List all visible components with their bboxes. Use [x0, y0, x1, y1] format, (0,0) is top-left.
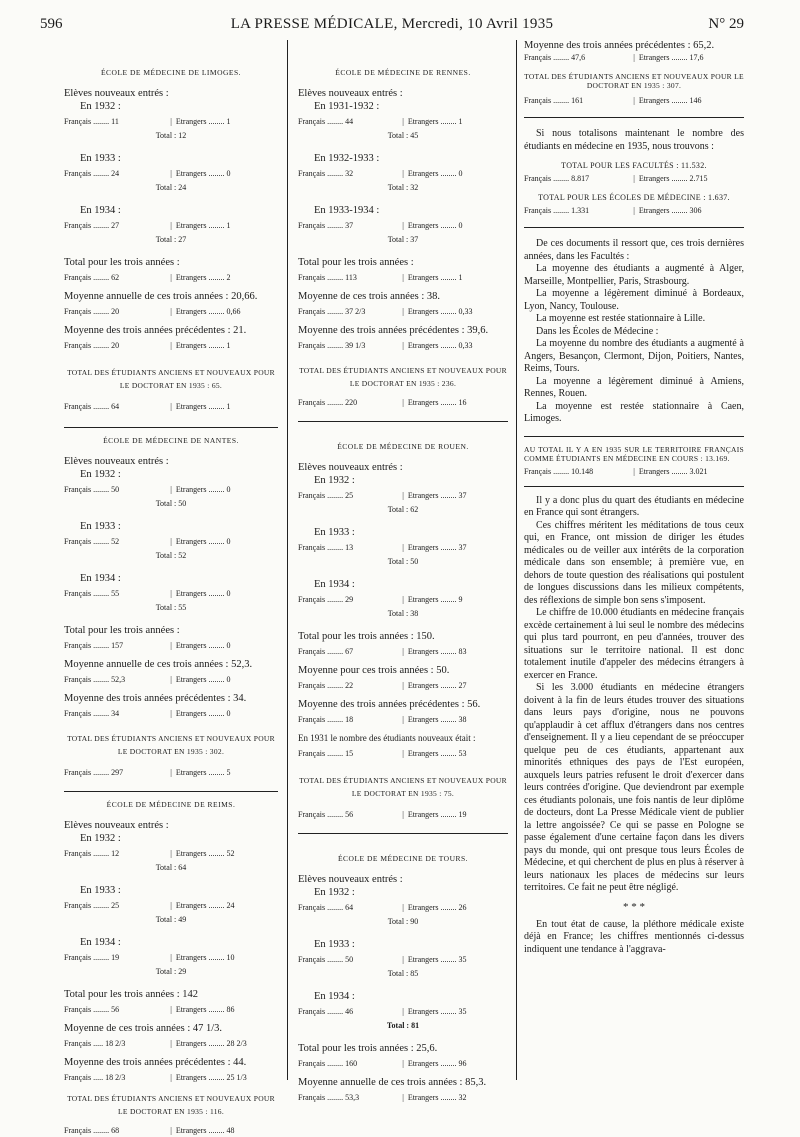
total-line: Total : 85	[387, 969, 419, 978]
year-label: En 1932-1933 :	[314, 153, 380, 164]
stat-row: Français ........ 22 | Etrangers ........ 27	[298, 681, 467, 690]
intro: Elèves nouveaux entrés :	[64, 456, 169, 467]
year-label: En 1932 :	[314, 887, 355, 898]
summary-text: Total pour les trois années : 25,6.	[298, 1043, 438, 1054]
school-title: ÉCOLE DE MÉDECINE DE LIMOGES.	[100, 68, 242, 77]
stat-row: Français ........ 13 | Etrangers ........ 37	[298, 543, 467, 552]
summary-text: Total pour les trois années :	[64, 625, 180, 636]
stat-row: Français ........ 20 | Etrangers ........ 1	[64, 341, 231, 350]
total-line: Total : 90	[387, 917, 419, 926]
total-line: Total : 55	[155, 603, 187, 612]
stat-row: Français ........ 62 | Etrangers ........ 2	[64, 273, 231, 282]
total-line: Total : 52	[155, 551, 187, 560]
column-3	[524, 40, 744, 1080]
year-label: En 1934 :	[80, 205, 121, 216]
issue-number: N° 29	[708, 16, 744, 32]
section-rule	[64, 427, 278, 428]
stat-row: Français ........ 8.817 | Etrangers ........ 2.715	[524, 174, 708, 183]
section-rule	[524, 117, 744, 118]
total-line: Total : 45	[387, 131, 419, 140]
paragraph: La moyenne du nombre des étudiants a augmenté à Angers, Besançon, Clermont, Dijon, Poitiers, Nantes, Reims, Tours.	[524, 338, 744, 374]
total-line: Total : 29	[155, 967, 187, 976]
column-divider	[287, 40, 288, 1080]
doctorate-total: TOTAL DES ÉTUDIANTS ANCIENS ET NOUVEAUX POUR LE DOCTORAT EN 1935 : 116.	[67, 1094, 275, 1116]
year-label: En 1934 :	[314, 579, 355, 590]
stat-row: Français ........ 68 | Etrangers ........ 48	[64, 1126, 235, 1135]
analysis-paragraphs	[524, 238, 744, 426]
summary-text: Moyenne des trois années précédentes : 65,2.	[524, 40, 715, 51]
paragraph: La moyenne est restée stationnaire à Lille.	[536, 313, 706, 324]
stat-row: Français ........ 37 2/3 | Etrangers ........ 0,33	[298, 307, 473, 316]
stat-row: Français ........ 44 | Etrangers ........ 1	[298, 117, 463, 126]
stat-row: Français ........ 1.331 | Etrangers ........ 306	[524, 206, 702, 215]
stat-row: Français ........ 52 | Etrangers ........ 0	[64, 537, 231, 546]
year-label: En 1934 :	[80, 573, 121, 584]
stat-row: Français ........ 25 | Etrangers ........ 37	[298, 491, 467, 500]
stat-row: Français ........ 157 | Etrangers ........ 0	[64, 641, 231, 650]
total-line: Total : 37	[387, 235, 419, 244]
stat-row: Français ........ 56 | Etrangers ........ 19	[298, 810, 467, 819]
stat-row: Français ........ 160 | Etrangers ........ 96	[298, 1059, 467, 1068]
summary-text: Total pour les trois années : 150.	[298, 631, 435, 642]
stat-row: Français ........ 32 | Etrangers ........ 0	[298, 169, 463, 178]
stat-row: Français ........ 29 | Etrangers ........ 9	[298, 595, 463, 604]
stat-row: Français ........ 39 1/3 | Etrangers ........ 0,33	[298, 341, 473, 350]
section-rule	[298, 833, 508, 834]
year-label: En 1932 :	[314, 475, 355, 486]
paragraph: La moyenne a légèrement diminué à Bordeaux, Lyon, Nancy, Toulouse.	[524, 288, 744, 312]
stat-row: Français ........ 220 | Etrangers ........ 16	[298, 398, 467, 407]
section-rule	[524, 436, 744, 437]
school-title: ÉCOLE DE MÉDECINE DE ROUEN.	[337, 442, 469, 451]
intro: Elèves nouveaux entrés :	[64, 88, 169, 99]
section-nantes	[64, 434, 278, 779]
column-1	[64, 60, 278, 1135]
total-line: Total : 81	[386, 1021, 420, 1030]
paragraph: Il y a donc plus du quart des étudiants en médecine en France qui sont étrangers.	[524, 494, 744, 518]
stat-row: Français ........ 10.148 | Etrangers ........ 3.021	[524, 466, 708, 476]
total-line: Total : 38	[387, 609, 419, 618]
commentary-paragraphs	[524, 495, 744, 895]
total-line: Total : 27	[155, 235, 187, 244]
paragraph: Le chiffre de 10.000 étudiants en médecine français excède certainement à lui seul le nombre des médecins qui plus tard pourront, en peu d'années, trouver des situations sur le territoire national. Il est donc totalement inutile d'appeler des médecins étrangers à exercer en France.	[524, 607, 744, 681]
summary-text: Moyenne des trois années précédentes : 39,6.	[298, 325, 489, 336]
stat-row: Français ........ 50 | Etrangers ........ 35	[298, 955, 467, 964]
intro: Elèves nouveaux entrés :	[64, 820, 169, 831]
stat-row: Français ........ 37 | Etrangers ........ 0	[298, 221, 463, 230]
school-title: ÉCOLE DE MÉDECINE DE RENNES.	[335, 68, 471, 77]
stat-row: Français ........ 161 | Etrangers ........ 146	[524, 96, 702, 105]
doctorate-total: TOTAL DES ÉTUDIANTS ANCIENS ET NOUVEAUX POUR LE DOCTORAT EN 1935 : 75.	[299, 776, 507, 798]
summary-text: Moyenne de ces trois années : 47 1/3.	[64, 1023, 223, 1034]
section-rennes	[298, 66, 508, 409]
year-label: En 1932 :	[80, 101, 121, 112]
section-rouen	[298, 440, 508, 821]
stat-row: Français ........ 15 | Etrangers ........ 53	[298, 749, 467, 758]
total-line: Total : 24	[155, 183, 187, 192]
paragraph: Ces chiffres méritent les méditations de tous ceux qui, en France, ont mission de diriger les études médicales ou de veiller aux intérêts de la corporation médicale dans son ensemble; à première vue, en dehors de toute question des réalisations qui postulent de longues discussions dans les milieux compétents, des réflexions de simple bon sens s'imposent.	[524, 519, 744, 606]
year-label: En 1933-1934 :	[314, 205, 380, 216]
total-line: Total : 32	[387, 183, 419, 192]
paragraph: Dans les Écoles de Médecine :	[536, 325, 659, 337]
paragraph: Si les 3.000 étudiants en médecine étrangers doivent à la fin de leurs études trouver des situations dans leurs pays d'origine, nous ne pouvons qu'applaudir à cet afflux d'étrangers dans nos centres d'enseignement. Il y a lieu cependant de se préoccuper quelque peu de ces étudiants, appartenant aux minorités ethniques des pays de l'Est européen, auxquels leurs patries refusent le droit d'exercer dans leurs contrées d'origine. Que deviendront par exemple ces étudiants polonais, une fois nantis de leur diplôme de docteurs, dont La Presse Médicale vient de publier la lettre angoissée? Ce qui se passe en Pologne se passe également d'une certaine façon dans les divers pays du monde, qui ont presque tous leurs Écoles de Médecine, et qui cherchent de plus en plus à réserver à leurs nationaux les places de médecins sur leurs territoires. Ce fait ne peut être négligé.	[524, 682, 744, 893]
intro: Elèves nouveaux entrés :	[298, 88, 403, 99]
intro: Elèves nouveaux entrés :	[298, 462, 403, 473]
journal-title: LA PRESSE MÉDICALE, Mercredi, 10 Avril 1935	[230, 16, 554, 32]
stat-row: Français ........ 50 | Etrangers ........ 0	[64, 485, 231, 494]
paragraph: De ces documents il ressort que, ces trois dernières années, dans les Facultés :	[524, 238, 744, 262]
stat-row: Français ..... 18 2/3 | Etrangers ........ 25 1/3	[64, 1073, 247, 1082]
year-label: En 1934 :	[314, 991, 355, 1002]
school-title: ÉCOLE DE MÉDECINE DE REIMS.	[106, 800, 236, 809]
column-2	[298, 60, 508, 1102]
stat-row: Français ........ 297 | Etrangers ........ 5	[64, 768, 231, 777]
section-tours	[298, 852, 508, 1104]
summary-text: Moyenne annuelle de ces trois années : 20,66.	[64, 291, 258, 302]
paragraph: La moyenne a légèrement diminué à Amiens, Rennes, Rouen.	[524, 375, 744, 399]
summary-text: Moyenne des trois années précédentes : 56.	[298, 699, 481, 710]
total-line: Total : 62	[387, 505, 419, 514]
stat-row: Français ........ 64 | Etrangers ........ 1	[64, 402, 231, 411]
stat-row: Français ........ 52,3 | Etrangers ........ 0	[64, 675, 231, 684]
stat-row: Français ..... 18 2/3 | Etrangers ........ 28 2/3	[64, 1039, 247, 1048]
stat-row: Français ........ 25 | Etrangers ........ 24	[64, 901, 235, 910]
summary-text: Total pour les trois années :	[298, 257, 414, 268]
section-separator-stars: * * *	[623, 900, 645, 913]
total-line: Total : 50	[387, 557, 419, 566]
summary-text: Moyenne pour ces trois années : 50.	[298, 665, 450, 676]
stat-row: Français ........ 67 | Etrangers ........ 83	[298, 647, 467, 656]
doctorate-total: TOTAL DES ÉTUDIANTS ANCIENS ET NOUVEAUX POUR LE DOCTORAT EN 1935 : 236.	[299, 366, 507, 388]
year-label: En 1933 :	[80, 153, 121, 164]
column-divider	[516, 40, 517, 1080]
summary-text: Moyenne des trois années précédentes : 34.	[64, 693, 247, 704]
year-label: En 1932 :	[80, 469, 121, 480]
summary-text: Moyenne de ces trois années : 38.	[298, 291, 441, 302]
stat-row: Français ........ 56 | Etrangers ........ 86	[64, 1005, 235, 1014]
grand-total: AU TOTAL IL Y A EN 1935 SUR LE TERRITOIRE FRANÇAIS COMME ÉTUDIANTS EN MÉDECINE EN COURS : 13.169.	[524, 444, 744, 463]
doctorate-total: TOTAL DES ÉTUDIANTS ANCIENS ET NOUVEAUX POUR LE DOCTORAT EN 1935 : 302.	[67, 734, 275, 756]
summary-text: Moyenne annuelle de ces trois années : 52,3.	[64, 659, 253, 670]
stat-row: Français ........ 18 | Etrangers ........ 38	[298, 715, 467, 724]
section-rule	[524, 486, 744, 487]
total-line: Total : 64	[155, 863, 187, 872]
intro: Elèves nouveaux entrés :	[298, 874, 403, 885]
doctorate-total: TOTAL DES ÉTUDIANTS ANCIENS ET NOUVEAUX POUR LE DOCTORAT EN 1935 : 65.	[67, 368, 275, 390]
section-rule	[298, 421, 508, 422]
stat-row: Français ........ 64 | Etrangers ........ 26	[298, 903, 467, 912]
section-reims	[64, 798, 278, 1137]
stat-row: Français ........ 20 | Etrangers ........ 0,66	[64, 307, 241, 316]
school-title: ÉCOLE DE MÉDECINE DE TOURS.	[337, 854, 469, 863]
total-line: Total : 49	[155, 915, 187, 924]
total-line: Total : 12	[155, 131, 187, 140]
year-label: En 1931-1932 :	[314, 101, 380, 112]
year-label: En 1933 :	[314, 939, 355, 950]
section-rule	[64, 791, 278, 792]
faculties-total: TOTAL POUR LES FACULTÉS : 11.532.	[561, 161, 707, 170]
stat-row: Français ........ 53,3 | Etrangers ........ 32	[298, 1093, 467, 1102]
schools-total: TOTAL POUR LES ÉCOLES DE MÉDECINE : 1.637.	[538, 193, 730, 202]
stat-row: Français ........ 24 | Etrangers ........ 0	[64, 169, 231, 178]
section-rule	[524, 227, 744, 228]
stat-row: Français ........ 27 | Etrangers ........ 1	[64, 221, 231, 230]
paragraph: En tout état de cause, la pléthore médicale existe déjà en France; les chiffres mentionnés ci-dessus indiquent une tendance à l'aggrava-	[524, 918, 744, 955]
summary-text: Moyenne des trois années précédentes : 21.	[64, 325, 247, 336]
stat-row: Français ........ 55 | Etrangers ........ 0	[64, 589, 231, 598]
stat-row: Français ........ 11 | Etrangers ........ 1	[64, 117, 231, 126]
doctorate-total: TOTAL DES ÉTUDIANTS ANCIENS ET NOUVEAUX POUR LE DOCTORAT EN 1935 : 307.	[524, 72, 744, 90]
school-title: ÉCOLE DE MÉDECINE DE NANTES.	[103, 436, 239, 445]
year-label: En 1932 :	[80, 833, 121, 844]
stat-row: Français ........ 113 | Etrangers ........ 1	[298, 273, 463, 282]
summary-text: Total pour les trois années : 142	[64, 989, 198, 1000]
page-number: 596	[40, 16, 63, 32]
year-label: En 1934 :	[80, 937, 121, 948]
paragraph: Si nous totalisons maintenant le nombre des étudiants en médecine en 1935, nous trouvons :	[524, 128, 744, 152]
summary-text: En 1931 le nombre des étudiants nouveaux était :	[298, 733, 476, 743]
summary-text: Total pour les trois années :	[64, 257, 180, 268]
stat-row: Français ........ 47,6 | Etrangers ........ 17,6	[524, 53, 704, 62]
page-header	[40, 16, 744, 38]
summary-text: Moyenne annuelle de ces trois années : 85,3.	[298, 1077, 487, 1088]
summary-text: Moyenne des trois années précédentes : 44.	[64, 1057, 247, 1068]
stat-row: Français ........ 34 | Etrangers ........ 0	[64, 709, 231, 718]
year-label: En 1933 :	[80, 521, 121, 532]
paragraph: La moyenne des étudiants a augmenté à Alger, Marseille, Montpellier, Paris, Strasbourg.	[524, 263, 744, 287]
stat-row: Français ........ 19 | Etrangers ........ 10	[64, 953, 235, 962]
year-label: En 1933 :	[80, 885, 121, 896]
paragraph: La moyenne est restée stationnaire à Caen, Limoges.	[524, 400, 744, 424]
section-limoges	[64, 66, 278, 413]
year-label: En 1933 :	[314, 527, 355, 538]
total-line: Total : 50	[155, 499, 187, 508]
stat-row: Français ........ 12 | Etrangers ........ 52	[64, 849, 235, 858]
stat-row: Français ........ 46 | Etrangers ........ 35	[298, 1007, 467, 1016]
